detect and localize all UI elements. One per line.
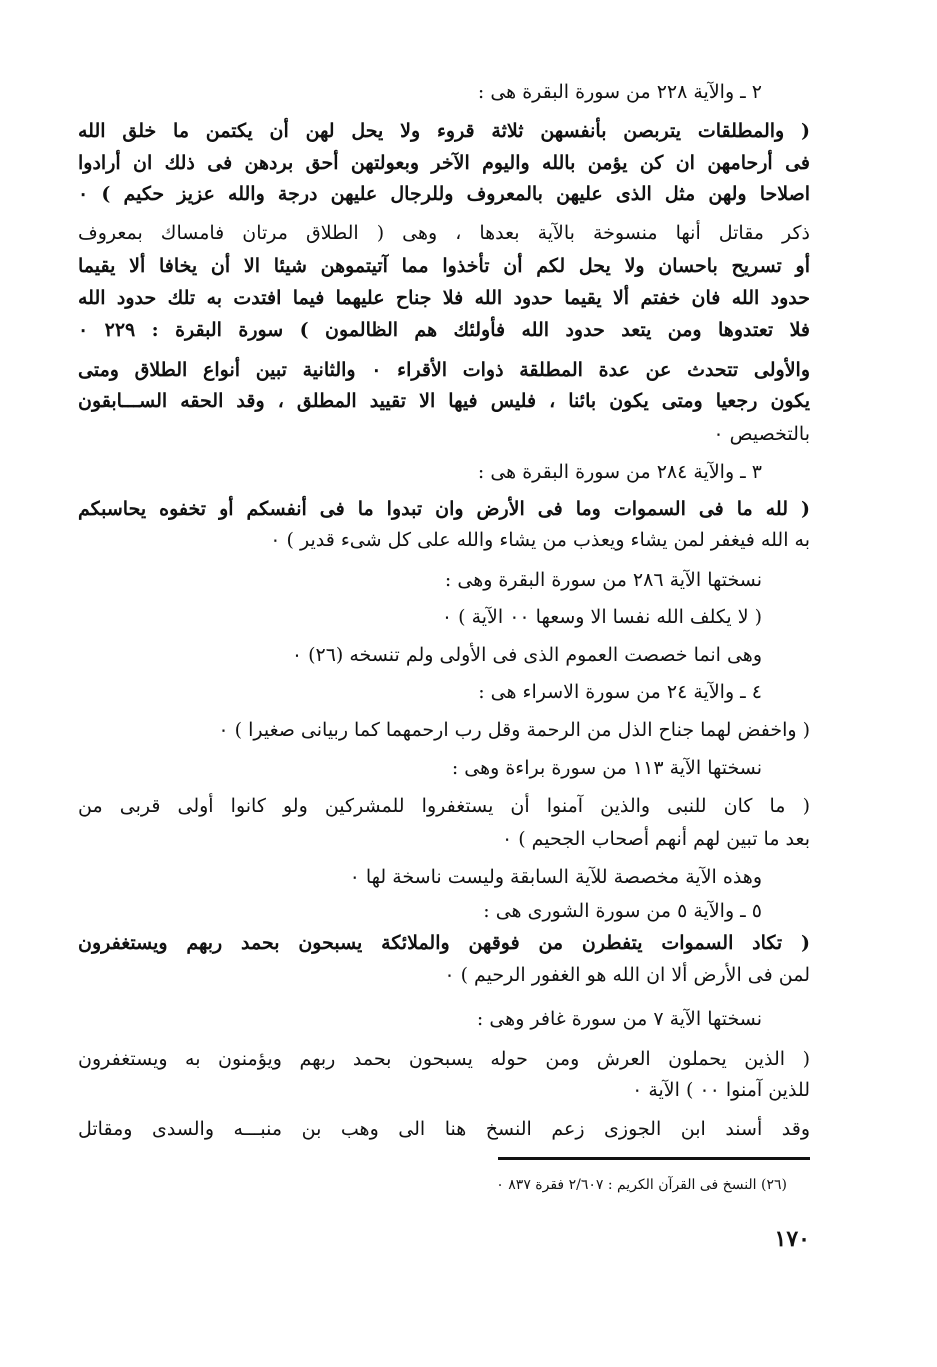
text-line: به الله فيغفر لمن يشاء ويعذب من يشاء والله على كل شىء قدير ) ٠ (270, 529, 810, 551)
text-line: بالتخصيص ٠ (713, 423, 810, 445)
text-line: فلا تعتدوها ومن يتعد حدود الله فأولئك هم الظالمون ) سورة البقرة : ٢٢٩ ٠ (78, 319, 810, 341)
text-line: ٣ ـ والآية ٢٨٤ من سورة البقرة هى : (477, 461, 762, 483)
text-line: وهذه الآية مخصصة للآية السابقة وليست ناسخة لها ٠ (349, 866, 762, 888)
text-line: والأولى تتحدث عن عدة المطلقة ذوات الأقراء ٠ والثانية تبين أنواع الطلاق ومتى (78, 359, 810, 381)
footnote: (٢٦) النسخ فى القرآن الكريم : ٢/٦٠٧ فقرة ٨٣٧ ٠ (496, 1177, 787, 1193)
text-line: نسختها الآية ٢٨٦ من سورة البقرة وهى : (444, 569, 762, 591)
text-line: فى أرحامهن ان كن يؤمن بالله واليوم الآخر وبعولتهن أحق بردهن فى ذلك ان أرادوا (78, 152, 810, 174)
text-line: بعد ما تبين لهم أنهم أصحاب الجحيم ) ٠ (501, 828, 810, 850)
text-line: ذكر مقاتل أنها منسوخة بالآية بعدها ، وهى ( الطلاق مرتان فامساك بمعروف (78, 222, 810, 244)
text-line: ٥ ـ والآية ٥ من سورة الشورى هى : (483, 900, 762, 922)
text-line: اصلاحا ولهن مثل الذى عليهن بالمعروف وللرجال عليهن درجة والله عزيز حكيم ) ٠ (78, 183, 810, 205)
text-line: نسختها الآية ٧ من سورة غافر وهى : (476, 1008, 762, 1030)
text-line: لمن فى الأرض ألا ان الله هو الغفور الرحيم ) ٠ (444, 964, 810, 986)
text-line: نسختها الآية ١١٣ من سورة براءة وهى : (451, 757, 762, 779)
text-line: وهى انما خصصت العموم الذى فى الأولى ولم تنسخه (٢٦) ٠ (291, 644, 762, 666)
text-line: حدود الله فان خفتم ألا يقيما حدود الله فلا جناح عليهما فيما افتدت به تلك حدود الله (78, 287, 810, 309)
text-line: ( لا يكلف الله نفسا الا وسعها ٠٠ الآية ) ٠ (441, 606, 762, 628)
page-number: ١٧٠ (774, 1226, 810, 1252)
text-line: وقد أسند ابن الجوزى زعم النسخ هنا الى وهب بن منبـــه والسدى ومقاتل (78, 1118, 810, 1140)
text-line: ( تكاد السموات يتفطرن من فوقهن والملائكة يسبحون بحمد ربهم ويستغفرون (78, 932, 810, 954)
text-line: ( الذين يحملون العرش ومن حوله يسبحون بحمد ربهم ويؤمنون به ويستغفرون (78, 1048, 810, 1070)
text-line: ( واخفض لهما جناح الذل من الرحمة وقل رب ارحمهما كما ربيانى صغيرا ) ٠ (218, 719, 810, 741)
footnote-separator (498, 1157, 810, 1160)
text-line: ( ما كان للنبى والذين آمنوا أن يستغفروا للمشركين ولو كانوا أولى قربى من (78, 795, 810, 817)
text-line: ٤ ـ والآية ٢٤ من سورة الاسراء هى : (478, 681, 762, 703)
text-line: للذين آمنوا ٠٠ ) الآية ٠ (632, 1079, 810, 1101)
text-line: يكون رجعيا ومتى يكون بائنا ، فليس فيها الا تقييد المطلق ، وقد الحقه الســـابقون (78, 390, 810, 412)
text-line: ٢ ـ والآية ٢٢٨ من سورة البقرة هى : (477, 81, 762, 103)
text-line: أو تسريح باحسان ولا يحل لكم أن تأخذوا مما آتيتموهن شيئا الا أن يخافا ألا يقيما (78, 255, 810, 277)
text-line: ( لله ما فى السموات وما فى الأرض وان تبدوا ما فى أنفسكم أو تخفوه يحاسبكم (78, 498, 810, 520)
text-line: ( والمطلقات يتربصن بأنفسهن ثلاثة قروء ولا يحل لهن أن يكتمن ما خلق الله (78, 120, 810, 142)
